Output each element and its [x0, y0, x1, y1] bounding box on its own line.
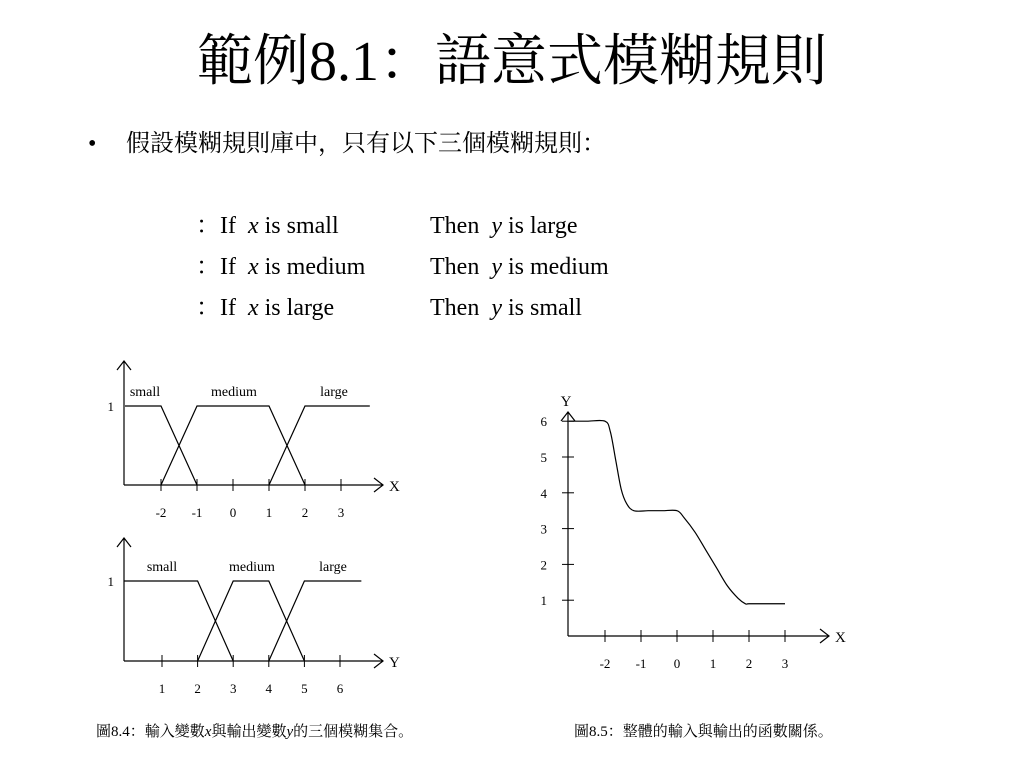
x-tick-label: 2: [301, 505, 309, 520]
x-tick-label: 5: [301, 681, 308, 696]
rule-1-condition: ：If x is small: [196, 213, 339, 239]
y-tick-label: 1: [107, 399, 114, 414]
x-tick-label: 3: [229, 681, 237, 696]
x-tick-label: 0: [229, 505, 237, 520]
x-axis-label: X: [835, 630, 846, 646]
x-tick-label: 1: [265, 505, 273, 520]
x-tick-label: 0: [673, 656, 681, 671]
y-tick-label: 5: [540, 450, 547, 465]
y-tick-label: 4: [540, 485, 547, 501]
x-tick-label: 2: [745, 656, 753, 671]
x-axis-label: X: [389, 479, 400, 495]
figure-caption-8-4: 圖8.4：輸入變數x與輸出變數y的三個模糊集合。: [96, 724, 414, 740]
y-tick-label: 3: [540, 521, 547, 537]
membership-medium-label: medium: [229, 560, 275, 575]
bullet-marker: •: [88, 131, 97, 157]
x-tick-label: -1: [635, 656, 647, 671]
x-tick-label: 3: [781, 656, 789, 671]
membership-medium-label: medium: [211, 385, 257, 400]
rule-3-consequent: Then y is small: [430, 295, 582, 321]
membership-large-label: large: [320, 385, 348, 400]
x-tick-label: -2: [599, 656, 611, 671]
membership-large-label: large: [319, 560, 347, 575]
x-tick-label: 3: [337, 505, 345, 520]
x-tick-label: 1: [709, 656, 717, 671]
membership-small-label: small: [129, 385, 161, 400]
y-tick-label: 6: [540, 414, 547, 430]
x-tick-label: 1: [158, 681, 166, 696]
x-tick-label: 6: [336, 681, 344, 696]
figure-caption-8-5: 圖8.5：整體的輸入與輸出的函數關係。: [574, 724, 833, 740]
y-tick-label: 1: [540, 593, 547, 609]
bullet-text: 假設模糊規則庫中，只有以下三個模糊規則：: [126, 131, 606, 157]
x-tick-label: 4: [265, 681, 273, 696]
x-tick-label: 2: [194, 681, 201, 696]
y-axis-label: Y: [560, 394, 572, 410]
rule-2-condition: ：If x is medium: [196, 254, 366, 280]
x-tick-label: -2: [155, 505, 167, 520]
x-axis-label: Y: [389, 655, 400, 671]
x-tick-label: -1: [191, 505, 203, 520]
slide-title: 範例8.1：語意式模糊規則: [197, 31, 827, 93]
membership-small-label: small: [146, 560, 178, 575]
rule-1-consequent: Then y is large: [430, 213, 578, 239]
y-tick-label: 2: [540, 557, 547, 573]
mapping-curve: [569, 420, 785, 604]
y-tick-label: 1: [107, 574, 114, 589]
rule-2-consequent: Then y is medium: [430, 254, 609, 280]
rule-3-condition: ：If x is large: [196, 295, 335, 321]
